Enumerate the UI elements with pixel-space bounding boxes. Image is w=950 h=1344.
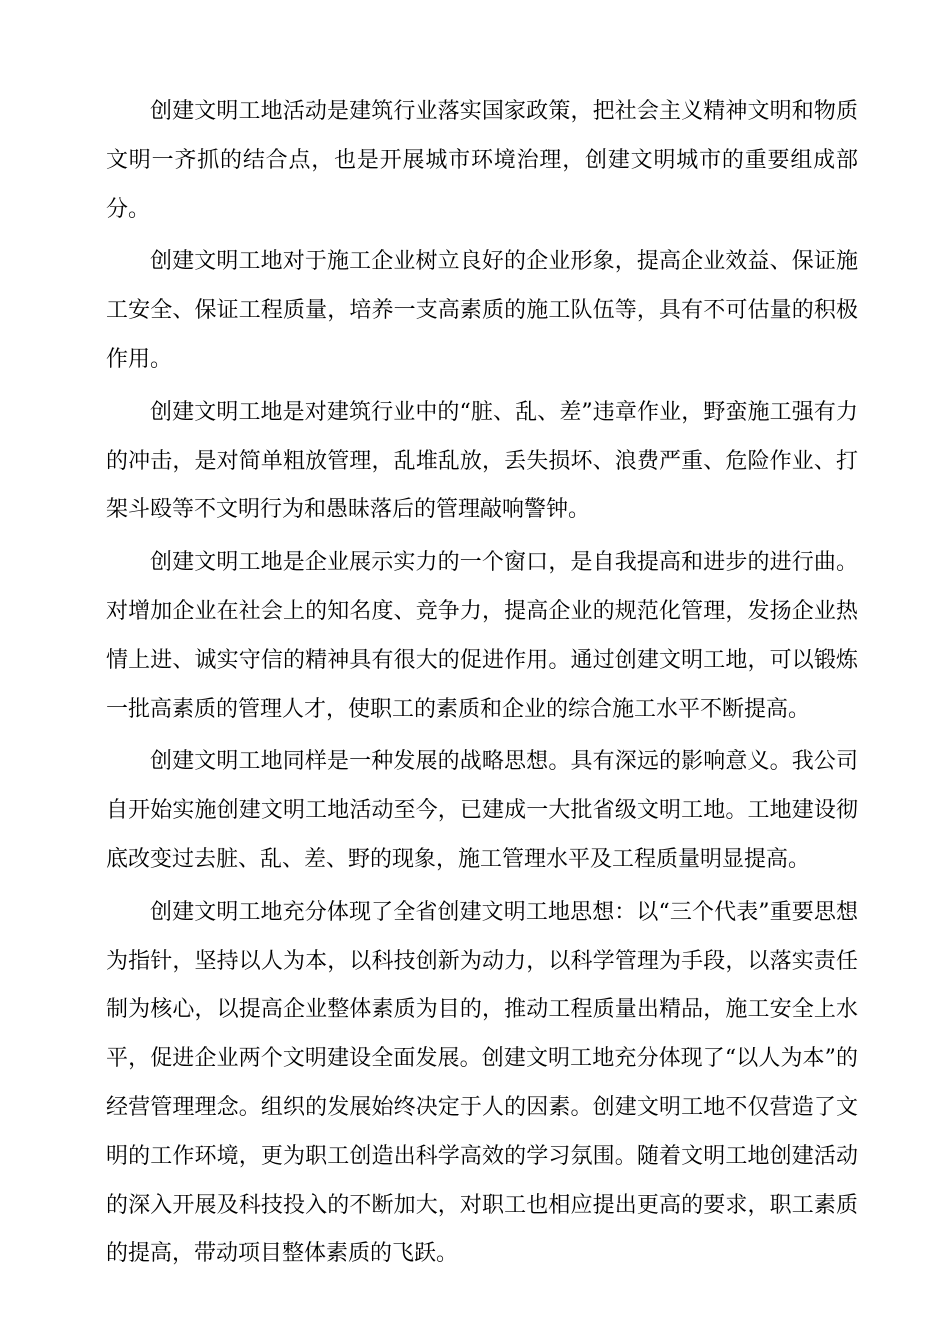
paragraph-5: 创建文明工地同样是一种发展的战略思想。具有深远的影响意义。我公司自开始实施创建文明工地活动至今，已建成一大批省级文明工地。工地建设彻底改变过去脏、乱、差、野的现象，施工管理水平及工程质量明显提高。 [106, 749, 858, 872]
paragraph-3: 创建文明工地是对建筑行业中的“脏、乱、差”违章作业，野蛮施工强有力的冲击，是对简单粗放管理，乱堆乱放，丢失损坏、浪费严重、危险作业、打架斗殴等不文明行为和愚昧落后的管理敲响警钟。 [106, 399, 858, 523]
paragraph-1: 创建文明工地活动是建筑行业落实国家政策，把社会主义精神文明和物质文明一齐抓的结合点，也是开展城市环境治理，创建文明城市的重要组成部分。 [106, 99, 858, 222]
paragraph-2: 创建文明工地对于施工企业树立良好的企业形象，提高企业效益、保证施工安全、保证工程质量，培养一支高素质的施工队伍等，具有不可估量的积极作用。 [106, 249, 858, 372]
document-body [106, 88, 858, 1283]
paragraph-4: 创建文明工地是企业展示实力的一个窗口，是自我提高和进步的进行曲。对增加企业在社会上的知名度、竞争力，提高企业的规范化管理，发扬企业热情上进、诚实守信的精神具有很大的促进作用。通过创建文明工地，可以锻炼一批高素质的管理人才，使职工的素质和企业的综合施工水平不断提高。 [106, 550, 858, 722]
paragraph-6: 创建文明工地充分体现了全省创建文明工地思想：以“三个代表”重要思想为指针，坚持以人为本，以科技创新为动力，以科学管理为手段，以落实责任制为核心，以提高企业整体素质为目的，推动工程质量出精品，施工安全上水平，促进企业两个文明建设全面发展。创建文明工地充分体现了“以人为本”的经营管理理念。组织的发展始终决定于人的因素。创建文明工地不仅营造了文明的工作环境，更为职工创造出科学高效的学习氛围。随着文明工地创建活动的深入开展及科技投入的不断加大，对职工也相应提出更高的要求，职工素质的提高，带动项目整体素质的飞跃。 [106, 899, 858, 1267]
